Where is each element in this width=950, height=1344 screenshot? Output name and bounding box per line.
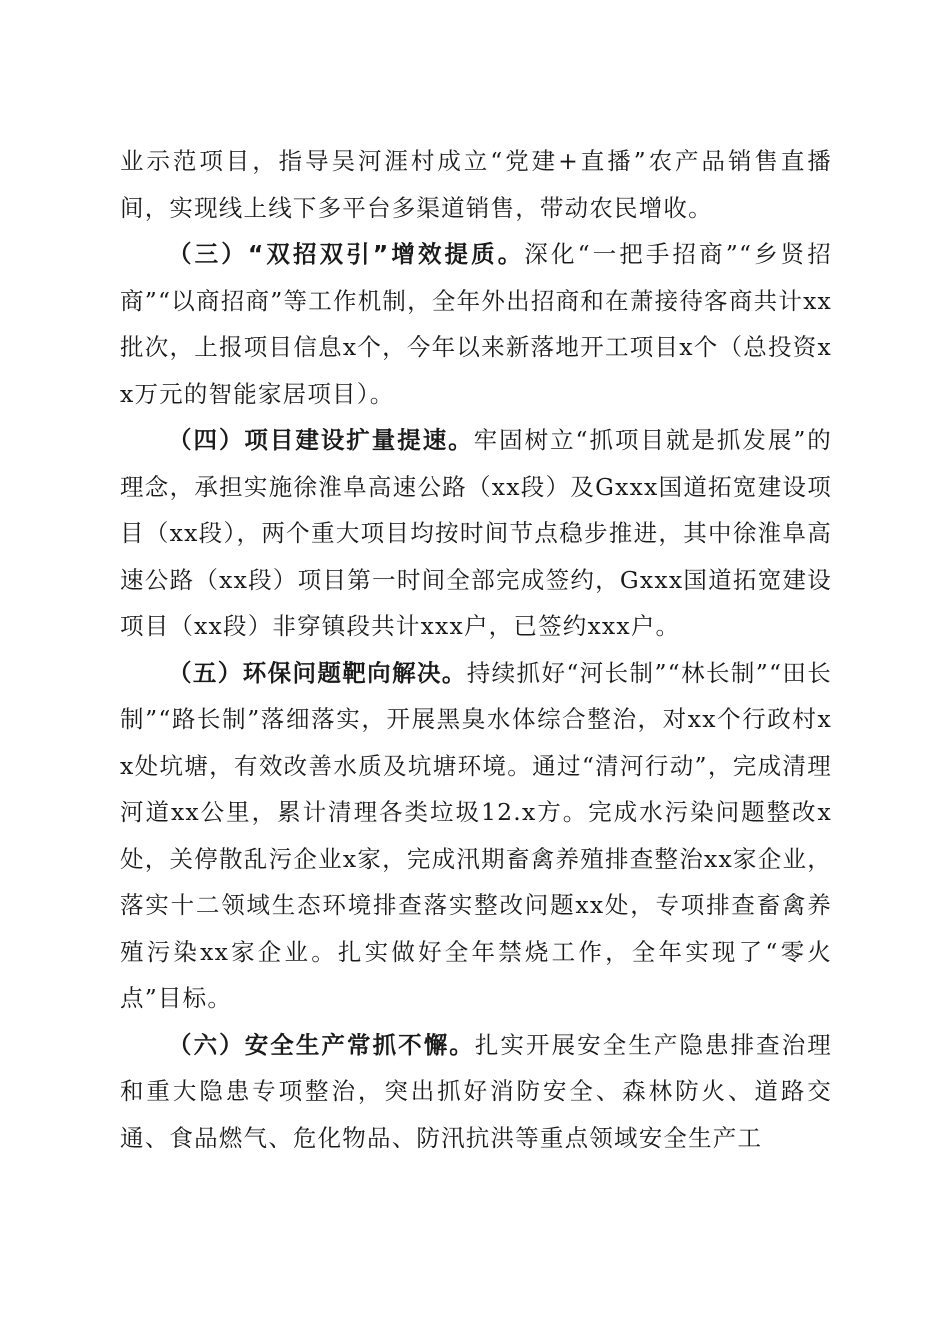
paragraph-section-6 [120,1022,832,1162]
paragraph-text: 牢固树立“抓项目就是抓发展”的理念，承担实施徐淮阜高速公路（xx段）及Gxxx国道拓宽建设项目（xx段），两个重大项目均按时间节点稳步推进，其中徐淮阜高速公路（xx段）项目第一时间全部完成签约，Gxxx国道拓宽建设项目（xx段）非穿镇段共计xxx户，已签约xxx户。 [120,426,833,640]
paragraph-section-4 [120,417,832,650]
document-body [120,138,832,1161]
paragraph-text: 持续抓好“河长制”“林长制”“田长制”“路长制”落细落实，开展黑臭水体综合整治，对xx个行政村xx处坑塘，有效改善水质及坑塘环境。通过“清河行动”，完成清理河道xx公里，累计清理各类垃圾12.x方。完成水污染问题整改x处，关停散乱污企业x家，完成汛期畜禽养殖排查整治xx家企业，落实十二领域生态环境排查落实整改问题xx处，专项排查畜禽养殖污染xx家企业。扎实做好全年禁烧工作，全年实现了“零火点”目标。 [120,658,832,1012]
paragraph-text: 扎实开展安全生产隐患排查治理和重大隐患专项整治，突出抓好消防安全、森林防火、道路交通、食品燃气、危化物品、防汛抗洪等重点领域安全生产工 [120,1030,832,1152]
section-heading: （四）项目建设扩量提速。 [168,426,474,454]
paragraph-continuation [120,138,832,231]
section-heading: （六）安全生产常抓不懈。 [168,1030,475,1059]
paragraph-section-5 [120,650,832,1022]
paragraph-section-3 [120,231,832,417]
section-heading: （五）环保问题靶向解决。 [168,658,467,687]
section-heading: （三）“双招双引”增效提质。 [168,240,525,268]
paragraph-text: 业示范项目，指导吴河涯村成立“党建+直播”农产品销售直播间，实现线上线下多平台多渠道销售，带动农民增收。 [120,147,832,222]
paragraph-text: 深化“一把手招商”“乡贤招商”“以商招商”等工作机制，全年外出招商和在萧接待客商共计xx批次，上报项目信息x个，今年以来新落地开工项目x个（总投资xx万元的智能家居项目）。 [120,240,832,408]
